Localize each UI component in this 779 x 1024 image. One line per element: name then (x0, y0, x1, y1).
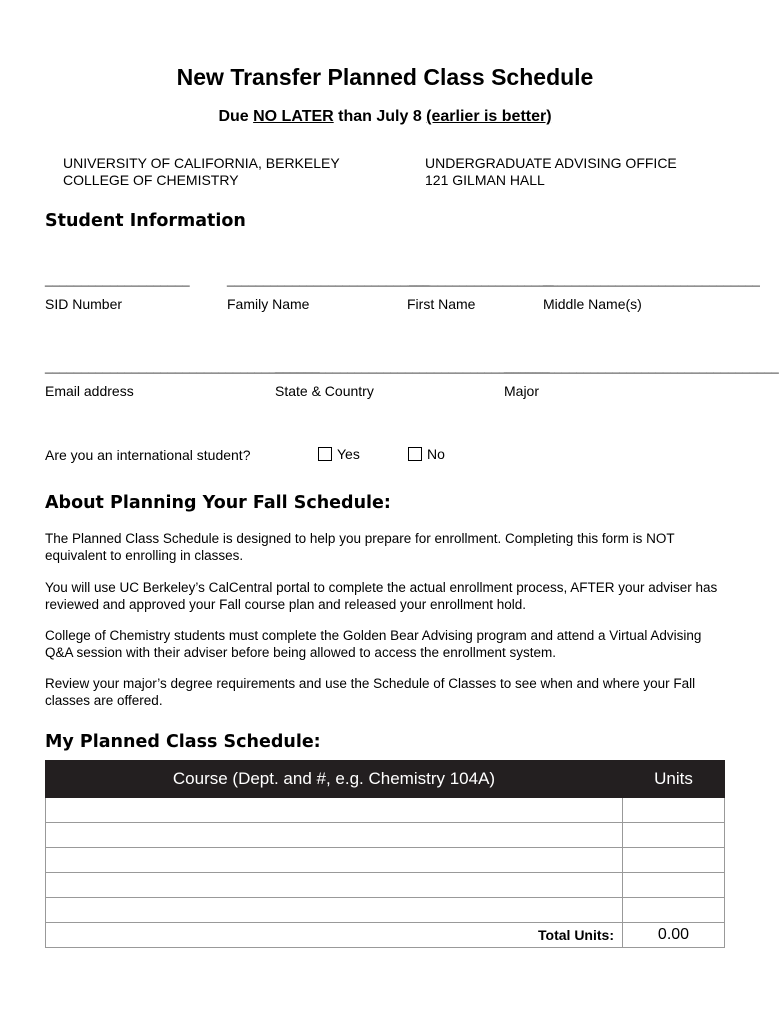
about-heading: About Planning Your Fall Schedule: (45, 493, 391, 513)
state-country-label: State & Country (275, 383, 374, 399)
about-paragraph: Review your major’s degree requirements and use the Schedule of Classes to see when and where your Fall classes are offered. (45, 676, 696, 708)
units-cell[interactable] (623, 848, 725, 873)
total-row (46, 923, 725, 948)
about-paragraph: College of Chemistry students must complete the Golden Bear Advising program and attend a Virtual Advising Q&A session with their adviser before being allowed to access the enrollment system. (45, 628, 702, 660)
address-right (425, 155, 677, 189)
units-cell[interactable] (623, 798, 725, 823)
student-info-heading: Student Information (45, 211, 246, 231)
schedule-header-row (46, 761, 725, 798)
table-row (46, 823, 725, 848)
no-checkbox[interactable] (408, 447, 422, 461)
schedule-heading: My Planned Class Schedule: (45, 732, 321, 752)
sid-field[interactable]: ____________________ (45, 272, 190, 287)
email-label: Email address (45, 383, 134, 399)
address-left (63, 155, 340, 189)
table-row (46, 848, 725, 873)
course-column-header: Course (Dept. and #, e.g. Chemistry 104A) (46, 761, 623, 798)
schedule-table (45, 760, 725, 948)
address-right-line: 121 GILMAN HALL (425, 172, 545, 188)
about-paragraph: The Planned Class Schedule is designed to help you prepare for enrollment. Completing this form is NOT equivalent to enrolling in classes. (45, 531, 675, 563)
address-left-line: UNIVERSITY OF CALIFORNIA, BERKELEY (63, 155, 340, 171)
first-name-label: First Name (407, 296, 476, 312)
units-cell[interactable] (623, 823, 725, 848)
middle-name-label: Middle Name(s) (543, 296, 642, 312)
major-label: Major (504, 383, 540, 399)
state-country-field[interactable]: ______________________________________ (275, 359, 550, 374)
due-emphasis: NO LATER (253, 108, 334, 125)
due-prefix: Due (218, 108, 254, 125)
major-field[interactable]: ______________________________________ (504, 359, 779, 374)
yes-option[interactable] (318, 446, 360, 462)
course-cell[interactable] (46, 873, 623, 898)
international-question: Are you an international student? (45, 447, 251, 463)
due-date-line (0, 108, 770, 126)
yes-label: Yes (337, 446, 360, 462)
table-row (46, 798, 725, 823)
course-cell[interactable] (46, 898, 623, 923)
family-name-label: Family Name (227, 296, 310, 312)
no-label: No (427, 446, 445, 462)
family-name-field[interactable]: ____________________________ (227, 272, 430, 287)
units-cell[interactable] (623, 898, 725, 923)
table-row (46, 898, 725, 923)
units-column-header: Units (623, 761, 725, 798)
course-cell[interactable] (46, 798, 623, 823)
address-left-line: COLLEGE OF CHEMISTRY (63, 172, 239, 188)
email-field[interactable]: ______________________________________ (45, 359, 320, 374)
course-cell[interactable] (46, 848, 623, 873)
units-cell[interactable] (623, 873, 725, 898)
first-name-field[interactable]: ____________________ (409, 272, 554, 287)
total-units-value: 0.00 (623, 923, 725, 948)
middle-name-field[interactable]: ______________________________ (543, 272, 760, 287)
about-paragraph: You will use UC Berkeley’s CalCentral portal to complete the actual enrollment process, AFTER your adviser has reviewed and approved your Fall course plan and released your enrollment hold. (45, 580, 718, 612)
yes-checkbox[interactable] (318, 447, 332, 461)
total-units-label: Total Units: (46, 923, 623, 948)
course-cell[interactable] (46, 823, 623, 848)
table-row (46, 873, 725, 898)
address-right-line: UNDERGRADUATE ADVISING OFFICE (425, 155, 677, 171)
no-option[interactable] (408, 446, 445, 462)
due-paren: (earlier is better) (426, 108, 552, 125)
page-title: New Transfer Planned Class Schedule (176, 64, 594, 90)
due-mid: than July 8 (333, 108, 427, 125)
sid-label: SID Number (45, 296, 123, 312)
